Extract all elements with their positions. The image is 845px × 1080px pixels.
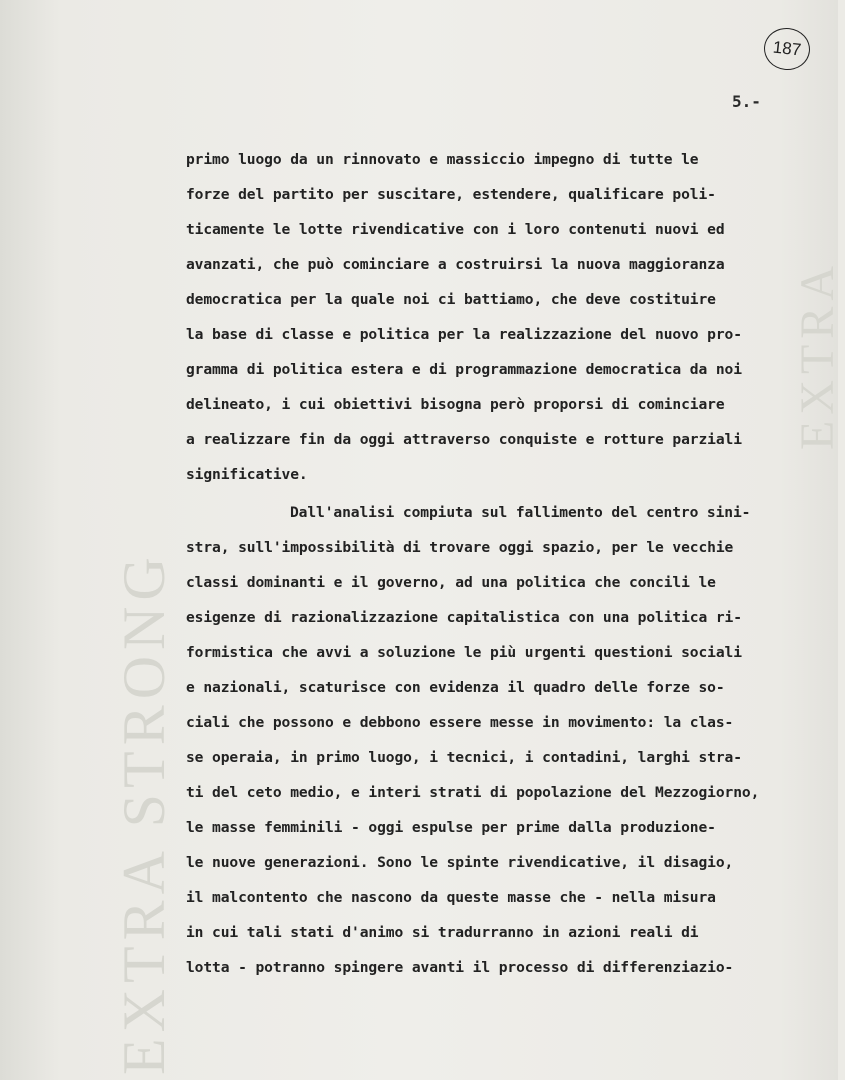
text-line: se operaia, in primo luogo, i tecnici, i contadini, larghi stra- — [186, 749, 742, 766]
text-line: a realizzare fin da oggi attraverso conquiste e rotture parziali — [186, 431, 742, 448]
text-line: ciali che possono e debbono essere messe in movimento: la clas- — [186, 714, 734, 731]
text-line: forze del partito per suscitare, estendere, qualificare poli- — [186, 186, 716, 203]
watermark-left: EXTRA STRONG — [111, 551, 177, 1075]
text-line: e nazionali, scaturisce con evidenza il quadro delle forze so- — [186, 679, 725, 696]
text-line: esigenze di razionalizzazione capitalistica con una politica ri- — [186, 609, 742, 626]
watermark-right: EXTRA — [791, 260, 844, 450]
page-number: 5.- — [732, 92, 761, 111]
text-line: gramma di politica estera e di programmazione democratica da noi — [186, 361, 742, 378]
text-line: avanzati, che può cominciare a costruirsi la nuova maggioranza — [186, 256, 725, 273]
stamp-number: 187 — [771, 37, 803, 60]
text-line: Dall'analisi compiuta sul fallimento del centro sini- — [290, 504, 751, 521]
text-line: significative. — [186, 466, 308, 483]
body-text — [186, 142, 826, 985]
text-line: classi dominanti e il governo, ad una politica che concili le — [186, 574, 716, 591]
text-line: la base di classe e politica per la realizzazione del nuovo pro- — [186, 326, 742, 343]
text-line: il malcontento che nascono da queste masse che - nella misura — [186, 889, 716, 906]
text-line: formistica che avvi a soluzione le più urgenti questioni sociali — [186, 644, 742, 661]
text-line: democratica per la quale noi ci battiamo, che deve costituire — [186, 291, 716, 308]
text-line: in cui tali stati d'animo si tradurranno in azioni reali di — [186, 924, 699, 941]
text-line: stra, sull'impossibilità di trovare oggi spazio, per le vecchie — [186, 539, 734, 556]
text-line: delineato, i cui obiettivi bisogna però proporsi di cominciare — [186, 396, 725, 413]
archive-stamp — [762, 26, 812, 73]
text-line: primo luogo da un rinnovato e massiccio impegno di tutte le — [186, 151, 699, 168]
text-line: le masse femminili - oggi espulse per prime dalla produzione- — [186, 819, 716, 836]
text-line: ti del ceto medio, e interi strati di popolazione del Mezzogiorno, — [186, 784, 760, 801]
text-line: le nuove generazioni. Sono le spinte rivendicative, il disagio, — [186, 854, 734, 871]
text-line: ticamente le lotte rivendicative con i loro contenuti nuovi ed — [186, 221, 725, 238]
text-line: lotta - potranno spingere avanti il processo di differenziazio- — [186, 959, 734, 976]
